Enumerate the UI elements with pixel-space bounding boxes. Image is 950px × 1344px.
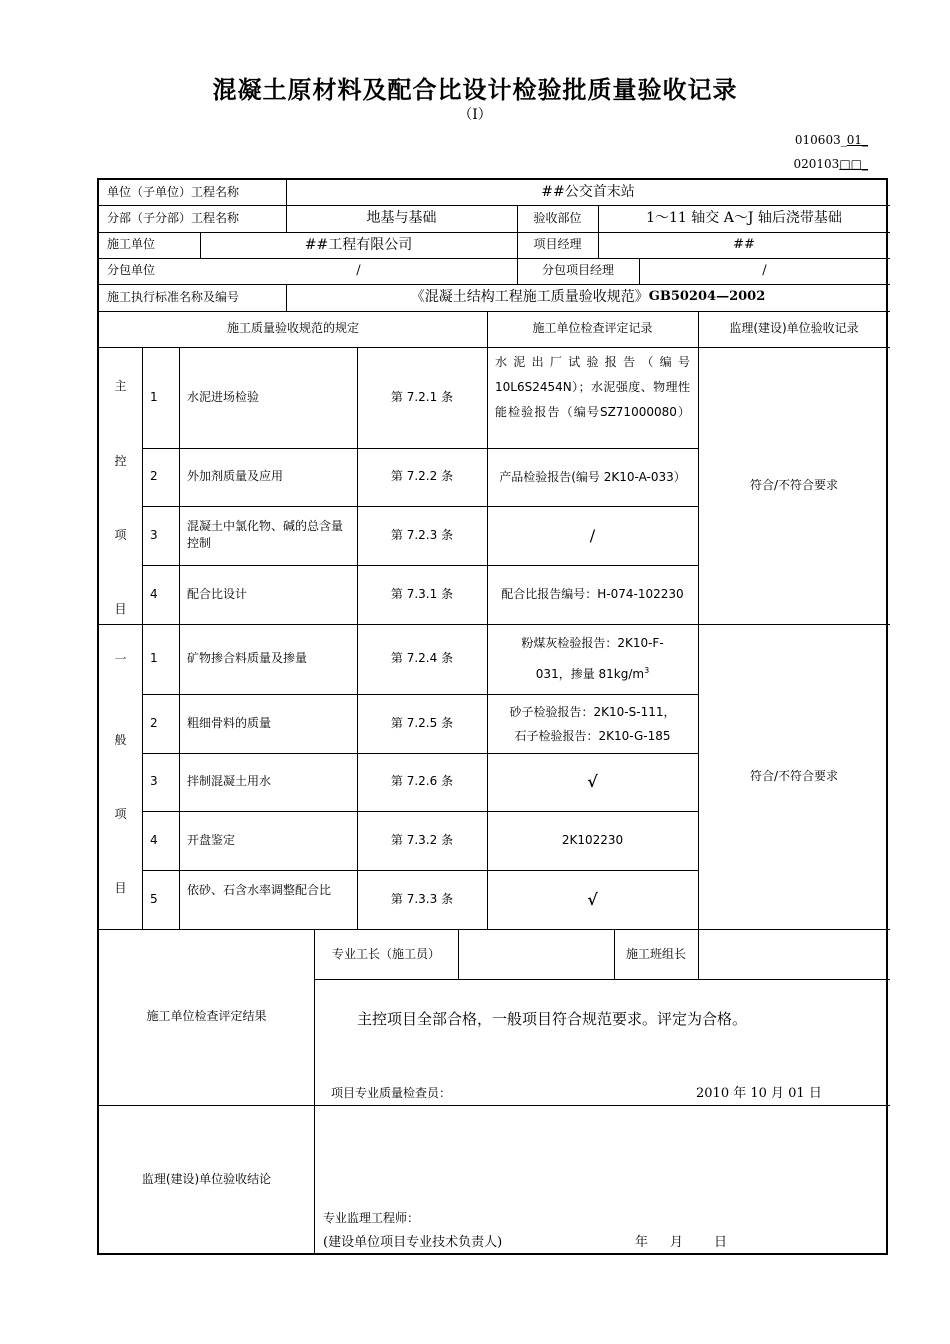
general-row-record: √ (587, 889, 598, 909)
main-row-record: 配合比报告编号：H-074-102230 (501, 587, 684, 601)
main-group-char: 目 (114, 602, 127, 617)
main-row-clause: 第 7.2.2 条 (390, 469, 454, 484)
standard-code: GB50204—2002 (648, 289, 766, 305)
sub-value: / (356, 262, 361, 278)
main-row-record: 水泥出厂试验报告（编号10L6S2454N）；水泥强度、物理性能检验报告（编号SZ71000080） (495, 355, 690, 419)
unit-label: 单位（子单位）工程名称 (107, 184, 240, 199)
part-value: 1～11 轴交 A～J 轴后浇带基础 (646, 210, 842, 227)
part-label: 验收部位 (533, 210, 582, 225)
page-title: 混凝土原材料及配合比设计检验批质量验收记录 (212, 75, 738, 104)
pm-label: 项目经理 (533, 237, 582, 252)
main-result: 符合/不符合要求 (749, 477, 839, 492)
main-row-clause: 第 7.2.3 条 (390, 527, 454, 542)
general-row-name: 依砂、石含水率调整配合比 (187, 883, 332, 897)
general-row-clause: 第 7.3.3 条 (390, 891, 454, 906)
general-row-no: 1 (150, 651, 158, 666)
sub-pm-value: / (762, 262, 767, 278)
col-header-supervision: 监理(建设)单位验收记录 (729, 321, 859, 336)
standard-name: 《混凝土结构工程施工质量验收规范》 (410, 289, 649, 306)
general-row-no: 2 (150, 715, 158, 730)
record-line (536, 657, 649, 688)
main-group-char: 控 (114, 454, 127, 469)
date-year-label: 年 (635, 1235, 649, 1250)
general-row-no: 4 (150, 832, 158, 847)
general-row-record: √ (587, 772, 598, 792)
col-line (614, 929, 615, 979)
form-code-1 (795, 133, 868, 147)
general-group-char: 项 (114, 807, 127, 822)
date-day-label: 日 (714, 1235, 728, 1250)
supervision-label: 监理(建设)单位验收结论 (141, 1172, 272, 1187)
standard-value (286, 284, 890, 311)
record-line: 粉煤灰检验报告：2K10-F- (521, 636, 664, 650)
pm-value: ## (733, 236, 755, 252)
division-value: 地基与基础 (366, 210, 437, 227)
record-unit: m (632, 667, 645, 681)
result-label: 施工单位检查评定结果 (146, 1009, 267, 1024)
contractor-value: ##工程有限公司 (304, 236, 413, 253)
supervisor-label: 专业监理工程师： (323, 1211, 420, 1225)
general-row-no: 3 (150, 774, 158, 789)
result-date: 2010 年 10 月 01 日 (696, 1086, 822, 1101)
sub-pm-label: 分包项目经理 (541, 263, 614, 278)
general-row-name: 粗细骨料的质量 (187, 715, 272, 730)
owner-tech-label: (建设单位项目专业技术负责人) (323, 1235, 503, 1250)
contractor-label: 施工单位 (107, 237, 156, 252)
main-row-name: 外加剂质量及应用 (187, 469, 284, 484)
general-row-clause: 第 7.2.5 条 (390, 715, 454, 730)
general-group-char: 般 (114, 733, 127, 748)
general-row-record (491, 694, 694, 753)
col-line (314, 929, 315, 1255)
row-line (314, 979, 890, 980)
inspector-label: 项目专业质量检查员： (331, 1086, 452, 1100)
team-leader-label: 施工班组长 (625, 947, 686, 961)
sub-label: 分包单位 (107, 263, 156, 278)
form-code-2 (794, 157, 869, 171)
general-row-record (491, 624, 694, 694)
main-row-no: 1 (150, 389, 158, 404)
col-line (698, 929, 699, 979)
record-text: 031，掺量 81kg/ (535, 667, 633, 681)
general-row-clause: 第 7.2.6 条 (390, 774, 454, 789)
code1-prefix: 010603_ (794, 133, 847, 147)
record-line: 石子检验报告：2K10-G-185 (514, 728, 671, 743)
unit-value: ##公交首末站 (541, 184, 635, 201)
code1-suffix: 01_ (846, 133, 868, 147)
main-group-char: 项 (114, 528, 127, 543)
division-label: 分部（子分部）工程名称 (107, 210, 240, 225)
code2-prefix: 020103 (793, 157, 840, 171)
main-row-record: / (589, 525, 596, 545)
inspection-form (97, 178, 888, 1255)
col-header-spec: 施工质量验收规范的规定 (226, 321, 359, 336)
result-conclusion: 主控项目全部合格，一般项目符合规范要求。评定为合格。 (357, 1010, 748, 1028)
general-row-clause: 第 7.3.2 条 (390, 832, 454, 847)
page-subtitle: （Ⅰ） (458, 107, 492, 123)
foreman-label: 专业工长（施工员） (331, 947, 440, 961)
main-row-name: 混凝土中氯化物、碱的总含量控制 (187, 519, 344, 550)
col-header-check: 施工单位检查评定记录 (532, 321, 653, 336)
general-row-record: 2K102230 (561, 832, 624, 847)
general-result: 符合/不符合要求 (749, 768, 839, 783)
main-row-record: 产品检验报告(编号 2K10-A-033） (499, 469, 686, 484)
main-row-clause: 第 7.2.1 条 (390, 389, 454, 404)
general-group-char: 一 (114, 652, 127, 667)
main-row-no: 3 (150, 527, 158, 542)
record-line: 砂子检验报告：2K10-S-111， (509, 704, 676, 719)
main-group-char: 主 (114, 379, 127, 394)
general-group-char: 目 (114, 881, 127, 896)
standard-label: 施工执行标准名称及编号 (107, 289, 240, 304)
code2-suffix: □□_ (839, 157, 868, 171)
general-row-name: 拌制混凝土用水 (187, 774, 272, 789)
general-row-clause: 第 7.2.4 条 (390, 651, 454, 666)
general-row-no: 5 (150, 891, 158, 906)
col-line (458, 929, 459, 979)
main-row-clause: 第 7.3.1 条 (390, 586, 454, 601)
general-row-name: 矿物掺合料质量及掺量 (187, 651, 308, 666)
main-row-no: 4 (150, 586, 158, 601)
date-month-label: 月 (670, 1235, 684, 1250)
main-row-name: 配合比设计 (187, 586, 248, 601)
main-row-no: 2 (150, 469, 158, 484)
general-row-name: 开盘鉴定 (187, 832, 236, 847)
record-sup: 3 (644, 666, 650, 675)
main-row-name: 水泥进场检验 (187, 389, 260, 404)
